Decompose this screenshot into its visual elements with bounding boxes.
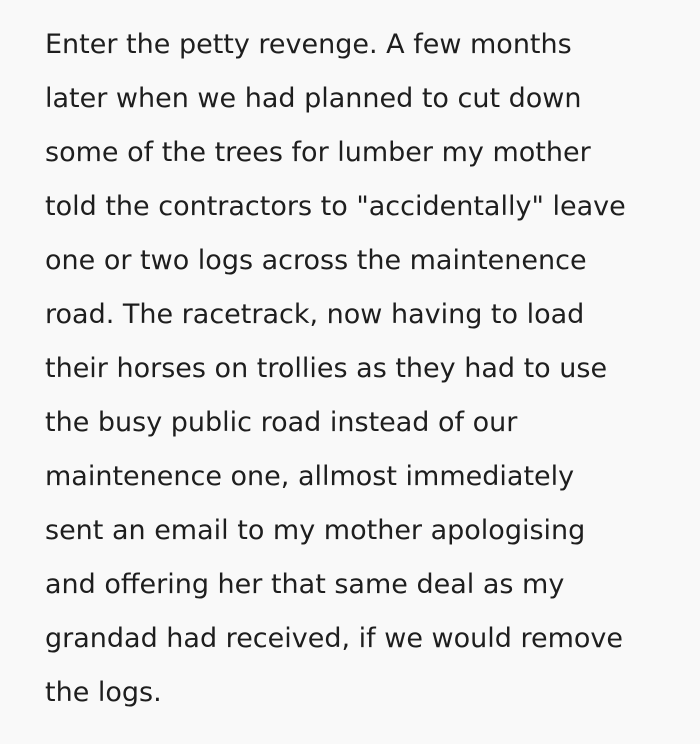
paragraph-line: their horses on trollies as they had to use [45, 353, 608, 384]
paragraph-line: road. The racetrack, now having to load [45, 299, 585, 330]
paragraph-line: sent an email to my mother apologising [45, 515, 586, 546]
paragraph-line: told the contractors to "accidentally" leave [45, 191, 626, 222]
paragraph-line: the busy public road instead of our [45, 407, 518, 438]
paragraph-line: some of the trees for lumber my mother [45, 137, 591, 168]
paragraph-line: later when we had planned to cut down [45, 83, 582, 114]
paragraph-line: Enter the petty revenge. A few months [45, 29, 572, 60]
paragraph-line: the logs. [45, 677, 162, 708]
paragraph-line: and offering her that same deal as my [45, 569, 565, 600]
paragraph-line: one or two logs across the maintenence [45, 245, 587, 276]
story-paragraph [45, 18, 695, 720]
paragraph-line: maintenence one, allmost immediately [45, 461, 575, 492]
paragraph-line: grandad had received, if we would remove [45, 623, 623, 654]
